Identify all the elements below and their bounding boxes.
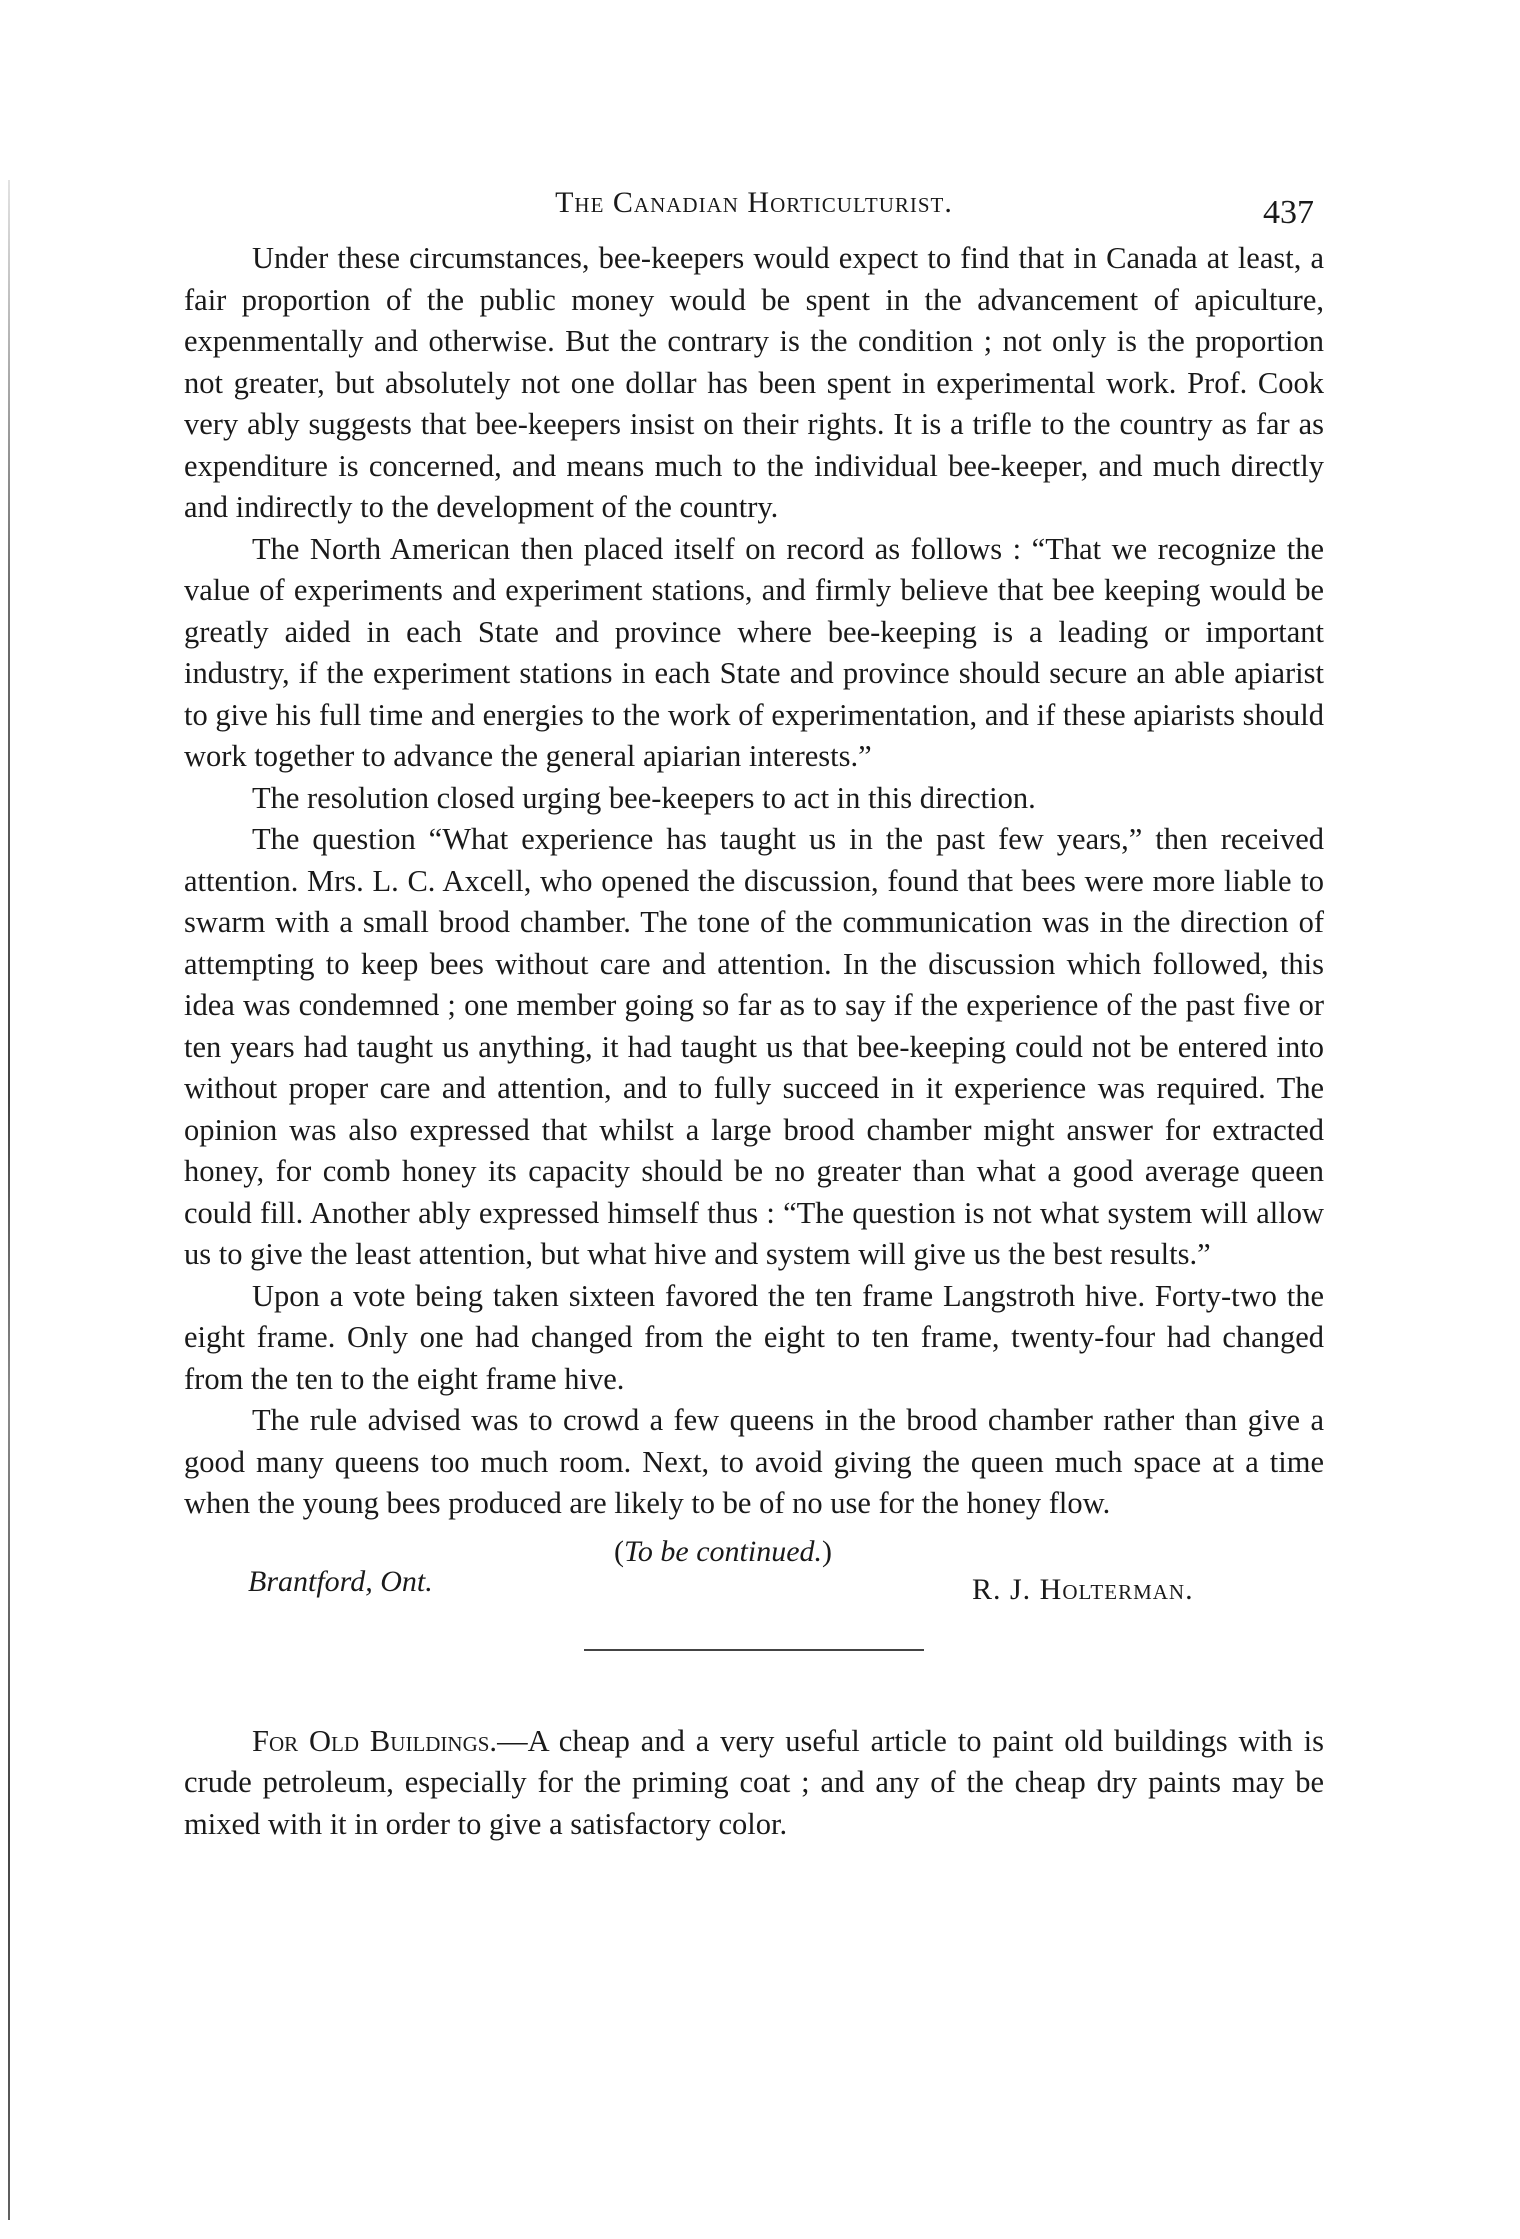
journal-title: The Canadian Horticulturist.: [555, 186, 953, 219]
paragraph: The question “What experience has taught us in the past few years,” then received attention. Mrs. L. C. Axcell, who opened the discussion, found that bees were more liable to swarm with a small brood chamber. The tone of the communication was in the direction of attempting to keep bees without care and attention. In the discussion which followed, this idea was condemned ; one member going so far as to say if the experience of the past five or ten years had taught us anything, it had taught us that bee-keeping could not be entered into without proper care and attention, and to fully succeed in it experience was required. The opinion was also expressed that whilst a large brood chamber might answer for extracted honey, for comb honey its capacity should be no greater than what a good average queen could fill. Another ably expressed himself thus : “The question is not what system will allow us to give the least attention, but what hive and system will give us the best results.”: [184, 822, 1324, 1271]
paragraph: Upon a vote being taken sixteen favored the ten frame Langstroth hive. Forty-two the eight frame. Only one had changed from the eight to ten frame, twenty-four had changed from the ten to the eight frame hive.: [184, 1278, 1324, 1396]
continued-text: To be continued.: [624, 1534, 823, 1568]
continued-notice: [614, 1535, 832, 1569]
note-section: [184, 1721, 1324, 1846]
paragraph: Under these circumstances, bee-keepers would expect to find that in Canada at least, a fair proportion of the public money would be spent in the advancement of apiculture, expenmentally and otherwise. But the contrary is the condition ; not only is the proportion not greater, but absolutely not one dollar has been spent in experimental work. Prof. Cook very ably suggests that bee-keepers insist on their rights. It is a trifle to the country as far as expenditure is concerned, and means much to the individual bee-keeper, and much directly and indirectly to the development of the country.: [184, 241, 1324, 524]
note-heading: For Old Buildings.: [252, 1723, 498, 1758]
binding-edge: [8, 180, 10, 2220]
article-body: [184, 238, 1324, 1525]
author-name: R. J. Holterman.: [972, 1572, 1194, 1606]
page-number: 437: [1263, 194, 1314, 231]
paragraph: The rule advised was to crowd a few queens in the brood chamber rather than give a good many queens too much room. Next, to avoid giving the queen much space at a time when the young bees produced are likely to be of no use for the honey flow.: [184, 1403, 1324, 1520]
section-divider: [584, 1649, 924, 1651]
running-head: [184, 178, 1324, 238]
paragraph: The resolution closed urging bee-keepers to act in this direction.: [252, 780, 1036, 815]
continued-close-paren: ): [822, 1534, 833, 1568]
paragraph: The North American then placed itself on record as follows : “That we recognize the value of experiments and experiment stations, and firmly believe that bee keeping would be greatly aided in each State and province where bee-keeping is a leading or important industry, if the experiment stations in each State and province should secure an able apiarist to give his full time and energies to the work of experimentation, and if these apiarists should work together to advance the general apiarian interests.”: [184, 531, 1324, 773]
article-signature: [184, 1525, 1324, 1635]
note-paragraph: [184, 1721, 1324, 1846]
note-text: —A cheap and a very useful article to paint old buildings with is crude petroleum, especially for the priming coat ; and any of the cheap dry paints may be mixed with it in order to give a satisfactory color.: [184, 1723, 1324, 1841]
page: [184, 178, 1324, 1845]
continued-open-paren: (: [614, 1534, 624, 1568]
dateline-place: Brantford, Ont.: [248, 1564, 433, 1598]
